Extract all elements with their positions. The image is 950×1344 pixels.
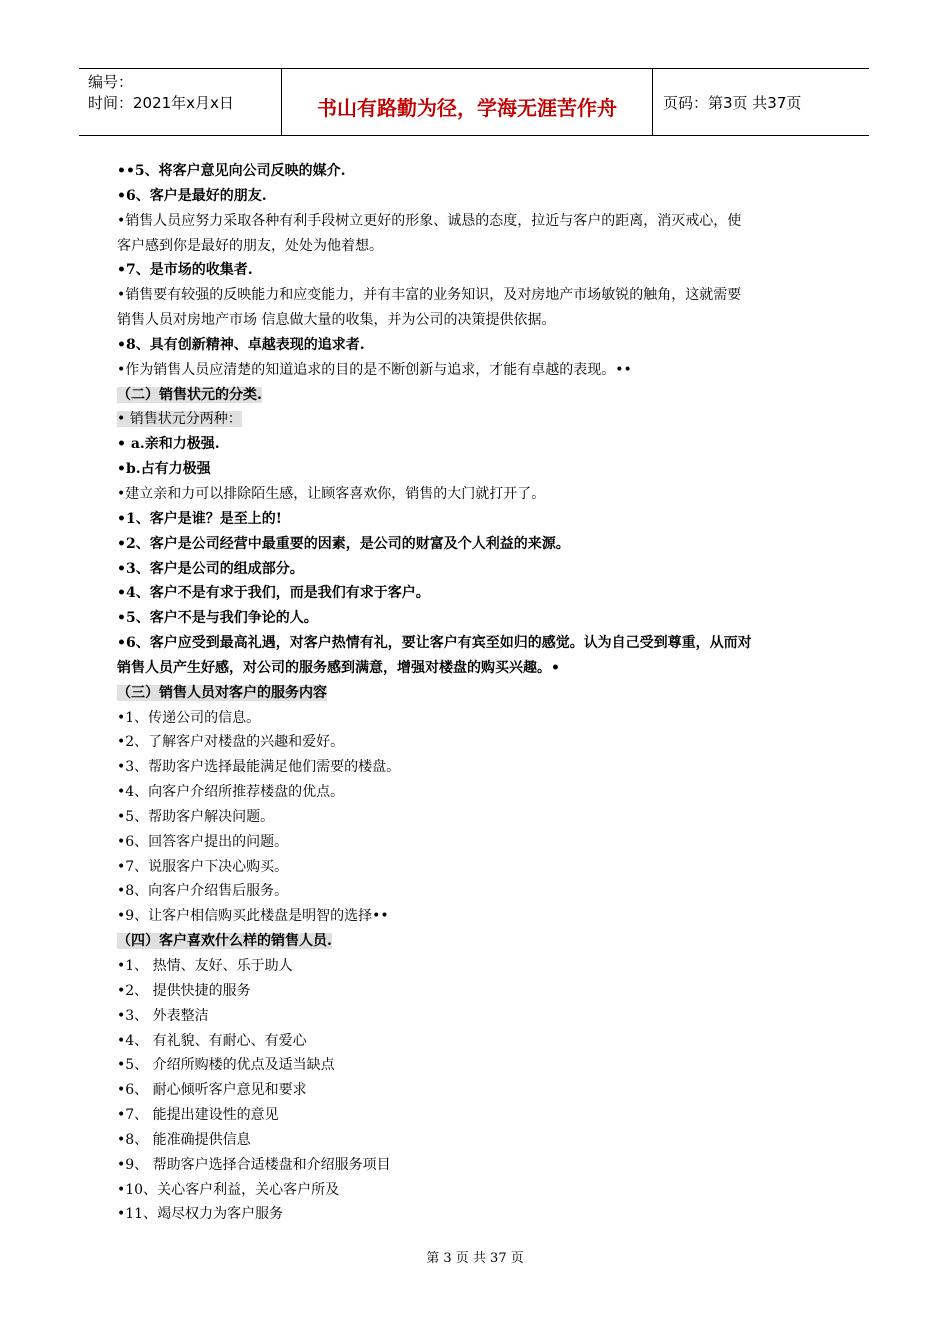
text-line-content: 客户感到你是最好的朋友，处处为他着想。 bbox=[117, 237, 383, 254]
text-line-content: •7、是市场的收集者. bbox=[117, 262, 253, 279]
text-line-content: •9、 帮助客户选择合适楼盘和介绍服务项目 bbox=[117, 1156, 391, 1173]
text-line-content: •4、向客户介绍所推荐楼盘的优点。 bbox=[117, 784, 345, 801]
text-line bbox=[117, 1178, 837, 1203]
text-line-content: •b.占有力极强 bbox=[117, 461, 211, 478]
page-footer: 第 3 页 共 37 页 bbox=[426, 1251, 524, 1266]
document-date: 时间：2021年x月x日 bbox=[88, 94, 234, 112]
header-page-info: 页码：第3页 共37页 bbox=[663, 93, 802, 112]
text-line bbox=[117, 358, 837, 383]
text-line bbox=[117, 1053, 837, 1078]
document-body bbox=[117, 159, 837, 1227]
header-meta bbox=[79, 69, 282, 135]
text-line-content: •7、 能提出建设性的意见 bbox=[117, 1107, 279, 1124]
section-heading bbox=[117, 929, 837, 954]
text-line-content: 销售人员对房地产市场 信息做大量的收集，并为公司的决策提供依据。 bbox=[117, 312, 556, 329]
text-line-content: •8、向客户介绍售后服务。 bbox=[117, 883, 289, 900]
section-heading bbox=[117, 383, 837, 408]
text-line-content: （二）销售状元的分类. bbox=[117, 386, 262, 403]
text-line-content: •10、关心客户利益，关心客户所及 bbox=[117, 1181, 340, 1198]
text-line bbox=[117, 283, 837, 308]
text-line-content: •1、 热情、友好、乐于助人 bbox=[117, 958, 293, 974]
text-line bbox=[117, 755, 837, 780]
text-line bbox=[117, 631, 837, 656]
text-line-content: •4、 有礼貌、有耐心、有爱心 bbox=[117, 1032, 307, 1049]
text-line bbox=[117, 954, 837, 979]
text-line bbox=[117, 1004, 837, 1029]
text-line bbox=[117, 184, 837, 209]
text-line-content: （四）客户喜欢什么样的销售人员. bbox=[117, 933, 332, 950]
text-line bbox=[117, 979, 837, 1004]
text-line bbox=[117, 730, 837, 755]
text-line-content: •6、 耐心倾听客户意见和要求 bbox=[117, 1082, 307, 1099]
text-line-content: •6、客户是最好的朋友. bbox=[117, 187, 267, 204]
text-line bbox=[117, 1128, 837, 1153]
section-heading bbox=[117, 407, 837, 432]
text-line bbox=[117, 1029, 837, 1054]
text-line-content: •11、竭尽权力为客户服务 bbox=[117, 1206, 284, 1223]
text-line bbox=[117, 656, 837, 681]
text-line bbox=[117, 879, 837, 904]
text-line bbox=[117, 209, 837, 234]
header-motto: 书山有路勤为径，学海无涯苦作舟 bbox=[282, 69, 653, 135]
text-line bbox=[117, 1202, 837, 1227]
text-line bbox=[117, 830, 837, 855]
text-line bbox=[117, 432, 837, 457]
text-line-content: •2、了解客户对楼盘的兴趣和爱好。 bbox=[117, 734, 345, 751]
text-line-content: •7、说服客户下决心购买。 bbox=[117, 858, 289, 875]
text-line-content: •5、 介绍所购楼的优点及适当缺点 bbox=[117, 1057, 335, 1074]
text-line-content: •4、客户不是有求于我们，而是我们有求于客户。 bbox=[117, 585, 430, 602]
text-line-content: •8、具有创新精神、卓越表现的追求者. bbox=[117, 336, 365, 353]
text-line bbox=[117, 557, 837, 582]
text-line bbox=[117, 1153, 837, 1178]
text-line bbox=[117, 532, 837, 557]
text-line bbox=[117, 855, 837, 880]
text-line bbox=[117, 606, 837, 631]
section-heading bbox=[117, 681, 837, 706]
text-line bbox=[117, 904, 837, 929]
text-line-content: （三）销售人员对客户的服务内容 bbox=[117, 684, 327, 701]
text-line bbox=[117, 482, 837, 507]
text-line bbox=[117, 234, 837, 259]
text-line-content: •3、 外表整洁 bbox=[117, 1007, 209, 1024]
document-number-label: 编号： bbox=[88, 73, 134, 91]
text-line bbox=[117, 159, 837, 184]
text-line-content: •2、 提供快捷的服务 bbox=[117, 982, 251, 999]
text-line-content: •建立亲和力可以排除陌生感，让顾客喜欢你，销售的大门就打开了。 bbox=[117, 485, 546, 502]
text-line bbox=[117, 805, 837, 830]
text-line-content: •5、客户不是与我们争论的人。 bbox=[117, 610, 318, 627]
text-line-content: •8、 能准确提供信息 bbox=[117, 1131, 251, 1148]
text-line-content: ••5、将客户意见向公司反映的媒介. bbox=[117, 163, 346, 179]
text-line-content: • a.亲和力极强. bbox=[117, 436, 220, 453]
text-line-content: 销售人员产生好感，对公司的服务感到满意，增强对楼盘的购买兴趣。• bbox=[117, 659, 560, 676]
text-line-content: •6、回答客户提出的问题。 bbox=[117, 833, 289, 850]
text-line-content: •作为销售人员应清楚的知道追求的目的是不断创新与追求，才能有卓越的表现。•• bbox=[117, 361, 632, 378]
text-line-content: •3、客户是公司的组成部分。 bbox=[117, 560, 304, 577]
text-line bbox=[117, 333, 837, 358]
text-line-content: •1、客户是谁？是至上的! bbox=[117, 510, 282, 527]
text-line-content: •5、帮助客户解决问题。 bbox=[117, 808, 275, 825]
text-line-content: •3、帮助客户选择最能满足他们需要的楼盘。 bbox=[117, 759, 401, 776]
text-line-content: •销售人员应努力采取各种有利手段树立更好的形象、诚恳的态度，拉近与客户的距离，消灭戒心，使 bbox=[117, 212, 742, 229]
text-line bbox=[117, 457, 837, 482]
text-line bbox=[117, 1103, 837, 1128]
text-line bbox=[117, 258, 837, 283]
text-line-content: •2、客户是公司经营中最重要的因素，是公司的财富及个人利益的来源。 bbox=[117, 535, 570, 552]
text-line-content: •6、客户应受到最高礼遇，对客户热情有礼，要让客户有宾至如归的感觉。认为自己受到尊重，从而对 bbox=[117, 635, 752, 652]
text-line bbox=[117, 780, 837, 805]
text-line bbox=[117, 706, 837, 731]
text-line bbox=[117, 308, 837, 333]
text-line-content: • 销售状元分两种： bbox=[117, 411, 242, 428]
text-line-content: •销售要有较强的反映能力和应变能力，并有丰富的业务知识，及对房地产市场敏锐的触角，这就需要 bbox=[117, 287, 742, 304]
text-line bbox=[117, 581, 837, 606]
text-line bbox=[117, 1078, 837, 1103]
page-header bbox=[79, 68, 869, 136]
text-line-content: •9、让客户相信购买此楼盘是明智的选择•• bbox=[117, 908, 389, 925]
text-line bbox=[117, 507, 837, 532]
text-line-content: •1、传递公司的信息。 bbox=[117, 709, 261, 726]
